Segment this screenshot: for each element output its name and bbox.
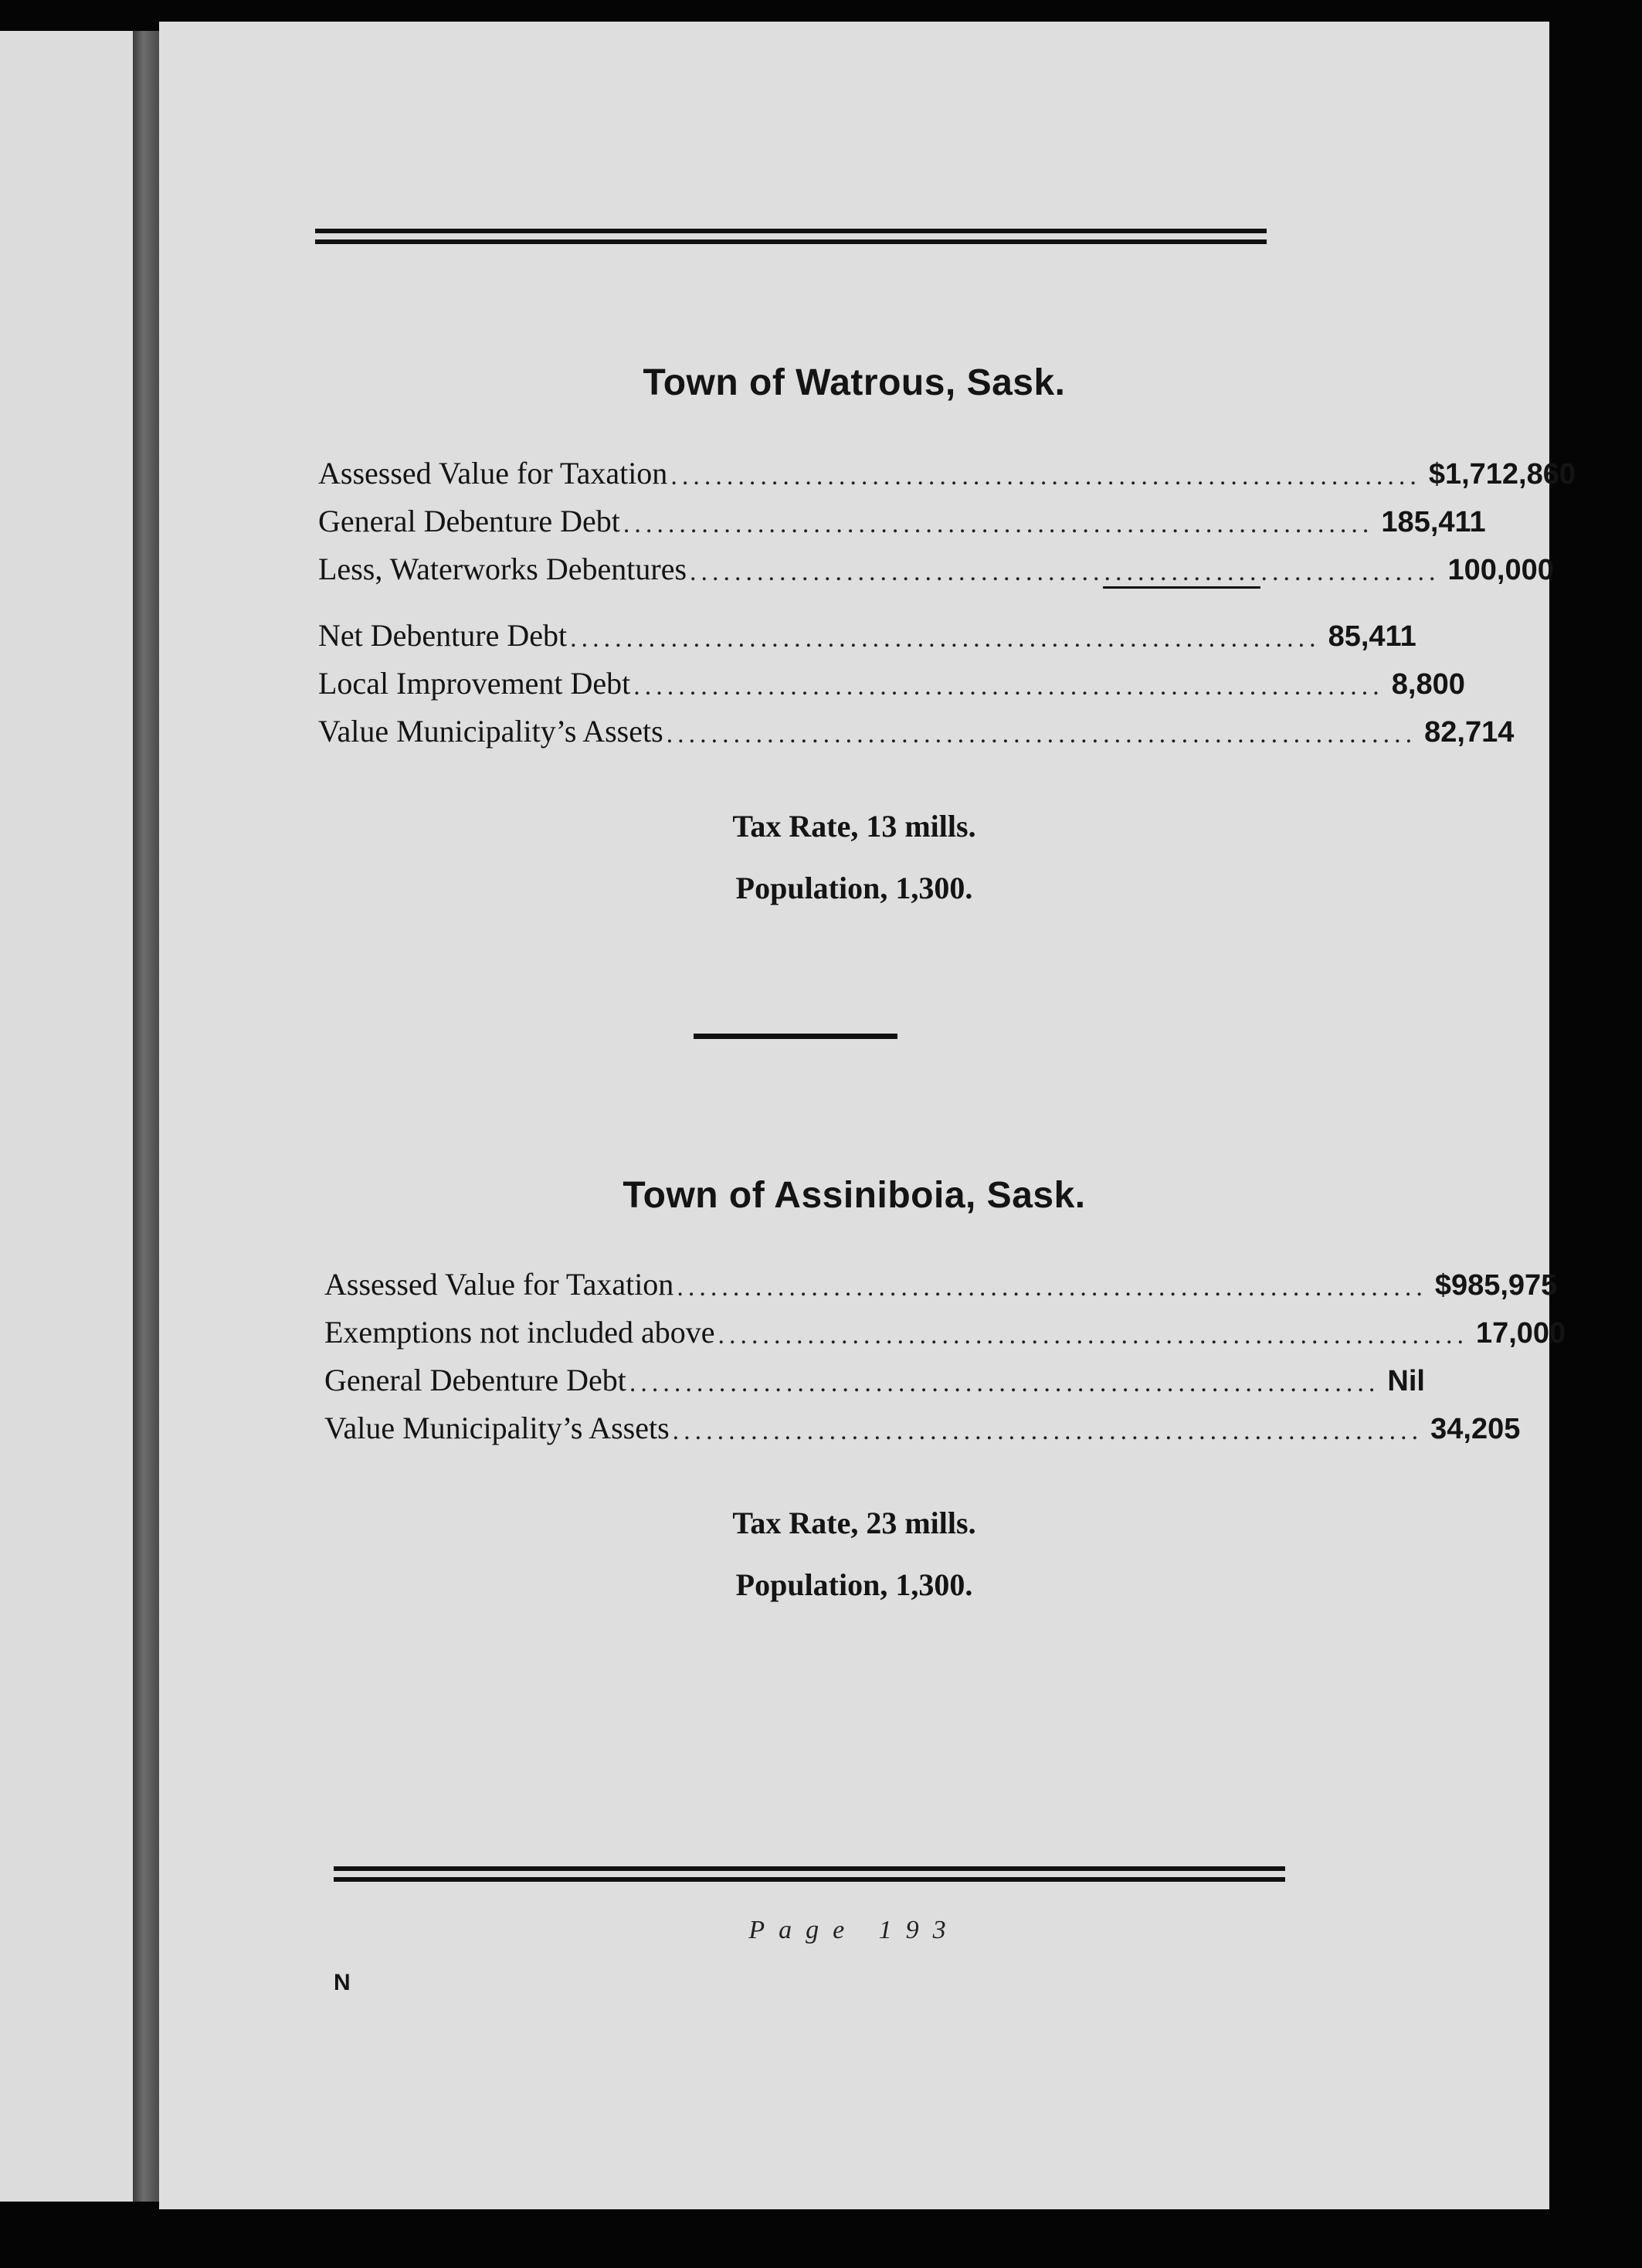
subtotal-rule xyxy=(1103,586,1260,589)
row-label: General Debenture Debt xyxy=(318,504,620,538)
watrous-row-local-improvement xyxy=(318,655,1465,701)
dot-leader: ................................................................... xyxy=(677,1273,1427,1302)
row-value: 8,800 xyxy=(1391,668,1465,701)
row-label: Value Municipality’s Assets xyxy=(318,714,663,749)
bottom-double-rule xyxy=(334,1866,1285,1883)
section-divider xyxy=(694,1034,897,1039)
row-value: 100,000 xyxy=(1447,554,1554,586)
document-page xyxy=(159,22,1576,2209)
row-label: Assessed Value for Taxation xyxy=(324,1267,674,1302)
row-value: $985,975 xyxy=(1434,1269,1558,1302)
assiniboia-row-assets xyxy=(324,1400,1521,1446)
row-value: 17,000 xyxy=(1475,1317,1566,1350)
previous-page-edge xyxy=(0,31,133,2202)
assiniboia-population: Population, 1,300. xyxy=(735,1567,973,1602)
top-double-rule xyxy=(315,229,1267,246)
row-value: 85,411 xyxy=(1328,620,1416,653)
dot-leader: ................................................................... xyxy=(629,1369,1380,1397)
dot-leader: ................................................................... xyxy=(633,672,1384,701)
row-value: 82,714 xyxy=(1424,716,1515,749)
row-value: 185,411 xyxy=(1381,506,1486,538)
dot-leader: ................................................................... xyxy=(623,510,1374,538)
section-title-watrous: Town of Watrous, Sask. xyxy=(643,362,1066,403)
watrous-tax-rate: Tax Rate, 13 mills. xyxy=(732,809,976,844)
dot-leader: ................................................................... xyxy=(690,558,1440,586)
assiniboia-row-general-debt xyxy=(324,1352,1425,1398)
dot-leader: ................................................................... xyxy=(718,1321,1468,1350)
book-gutter xyxy=(133,31,159,2202)
watrous-row-assessed xyxy=(318,445,1576,491)
assiniboia-row-assessed xyxy=(324,1256,1558,1302)
row-label: Net Debenture Debt xyxy=(318,618,568,653)
assiniboia-tax-rate: Tax Rate, 23 mills. xyxy=(732,1506,976,1540)
row-label: Less, Waterworks Debentures xyxy=(318,552,687,586)
watrous-row-waterworks xyxy=(318,541,1554,587)
watrous-row-net-debt xyxy=(318,607,1416,654)
row-label: Assessed Value for Taxation xyxy=(318,456,668,491)
dot-leader: ................................................................... xyxy=(570,624,1321,653)
assiniboia-row-exemptions xyxy=(324,1304,1566,1350)
row-value: 34,205 xyxy=(1430,1413,1521,1445)
watrous-population: Population, 1,300. xyxy=(735,871,973,905)
dot-leader: ................................................................... xyxy=(672,1417,1423,1445)
watrous-row-general-debt xyxy=(318,493,1486,539)
row-label: Exemptions not included above xyxy=(324,1315,715,1350)
row-value: Nil xyxy=(1387,1365,1425,1397)
row-label: General Debenture Debt xyxy=(324,1363,626,1397)
dot-leader: ................................................................... xyxy=(670,462,1421,491)
row-label: Local Improvement Debt xyxy=(318,666,631,701)
signature-marker: N xyxy=(334,1970,351,1995)
watrous-row-assets xyxy=(318,703,1515,749)
section-title-assiniboia: Town of Assiniboia, Sask. xyxy=(623,1175,1086,1216)
row-value: $1,712,860 xyxy=(1428,458,1576,491)
row-label: Value Municipality’s Assets xyxy=(324,1411,670,1445)
page-number: Page 193 xyxy=(748,1916,960,1944)
dot-leader: ................................................................... xyxy=(666,720,1417,749)
